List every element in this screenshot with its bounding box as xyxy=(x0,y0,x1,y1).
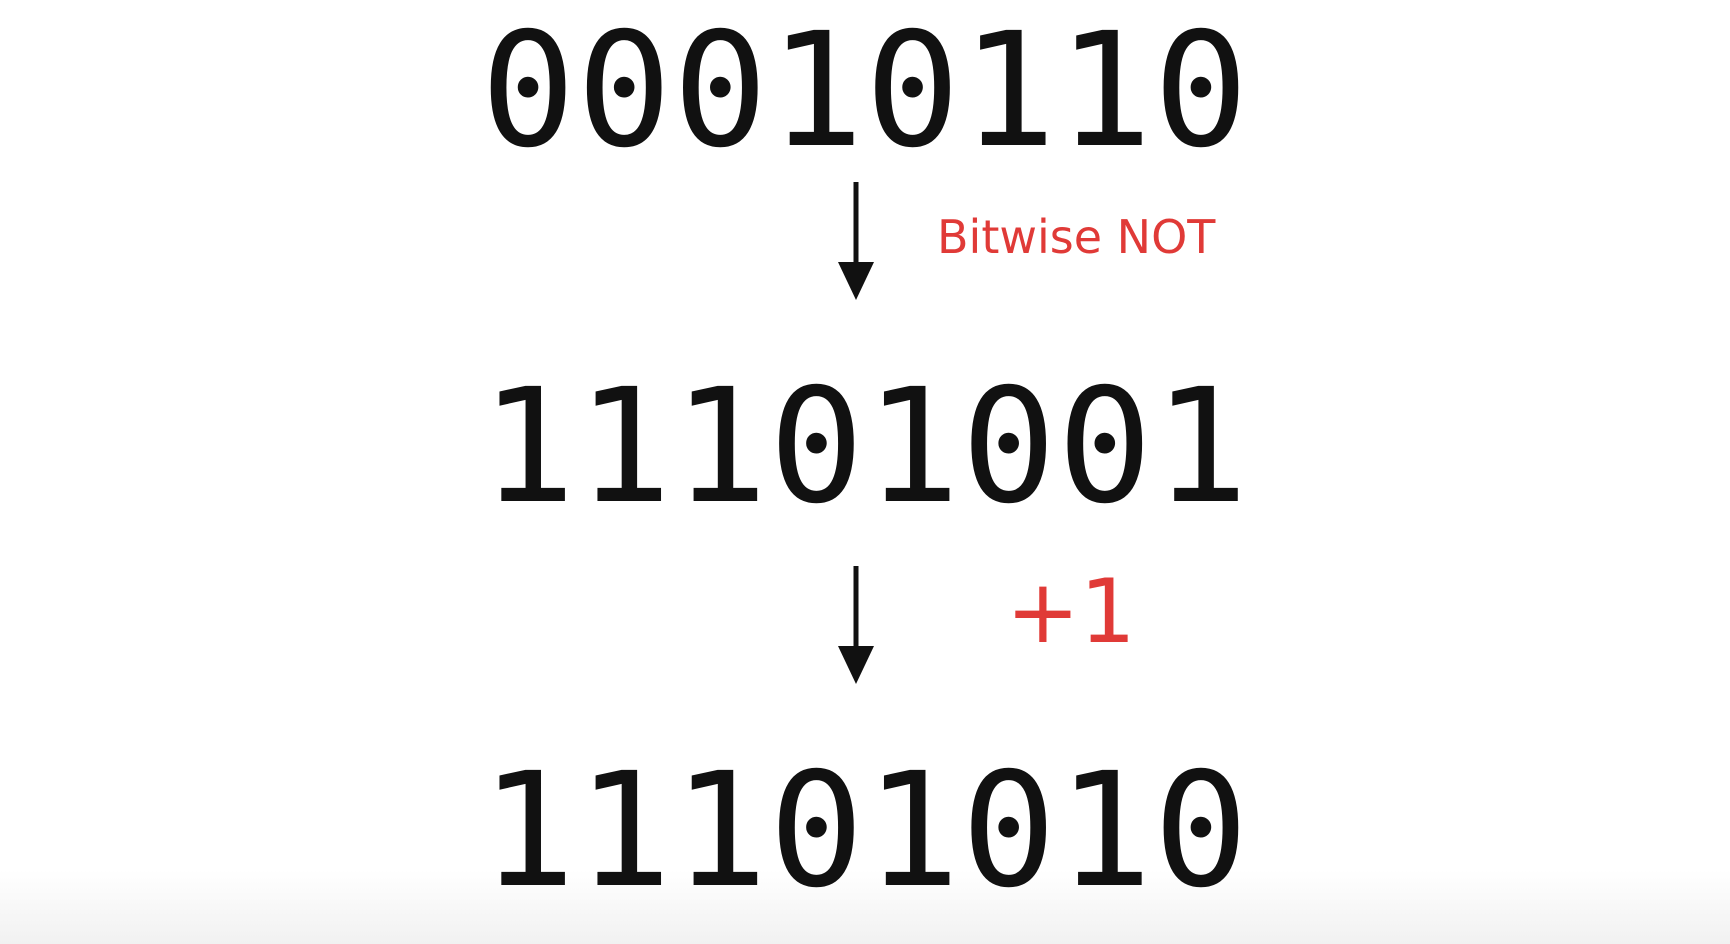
result-binary: 11101010 xyxy=(480,739,1250,923)
plus-one-label: +1 xyxy=(1006,560,1136,663)
original-binary: 00010110 xyxy=(480,0,1250,183)
inverted-binary: 11101001 xyxy=(480,355,1250,539)
down-arrow-icon xyxy=(836,566,876,686)
bitwise-not-label: Bitwise NOT xyxy=(937,210,1216,264)
down-arrow-icon xyxy=(836,182,876,302)
